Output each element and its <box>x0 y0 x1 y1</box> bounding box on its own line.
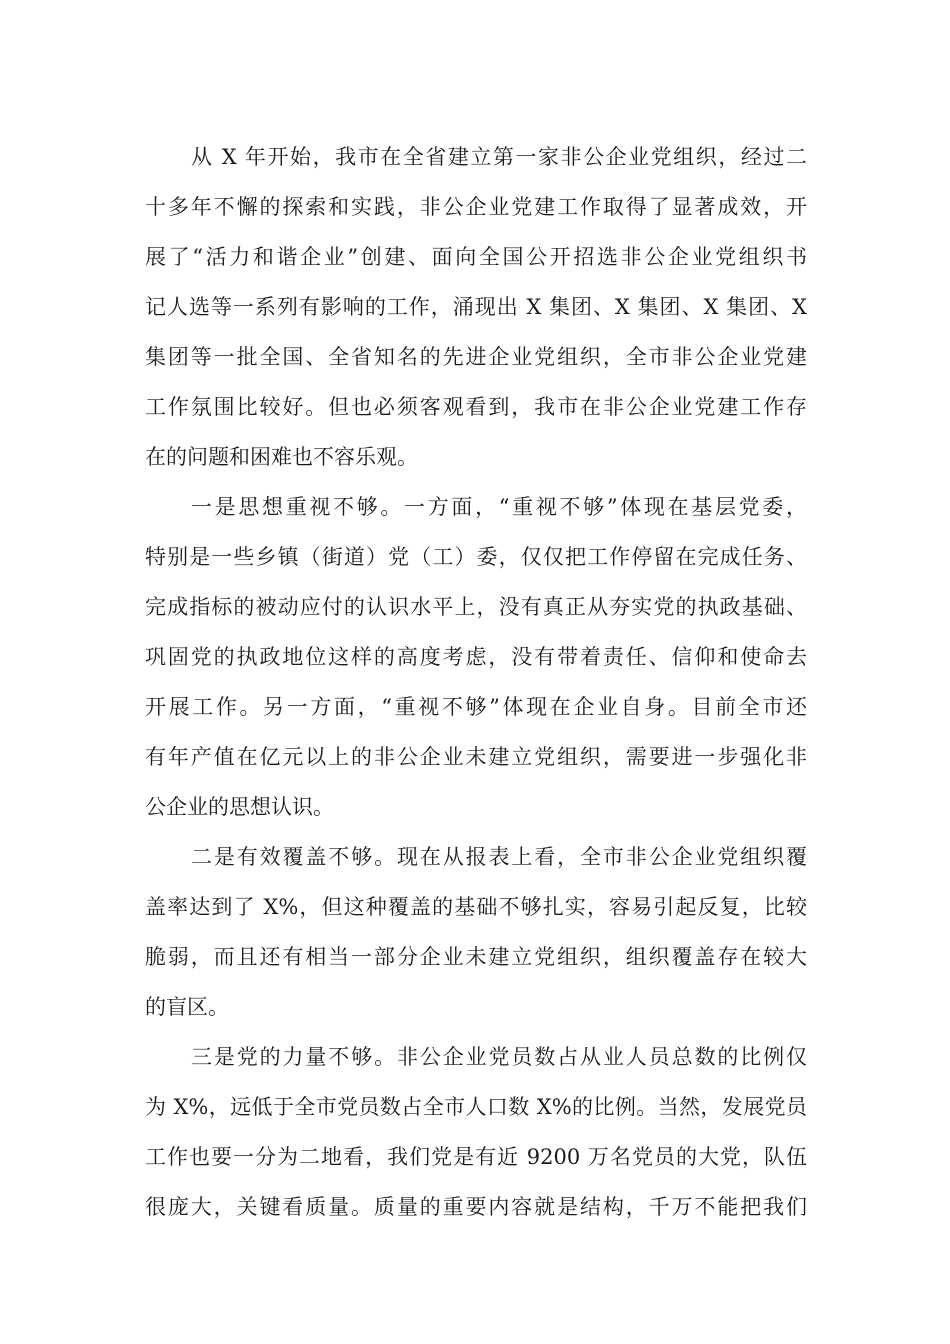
text-line: 盖率达到了 X%，但这种覆盖的基础不够扎实，容易引起反复，比较 <box>145 895 807 919</box>
text-line: 展了“活力和谐企业”创建、面向全国公开招选非公企业党组织书 <box>145 245 807 269</box>
text-line: 的盲区。 <box>145 995 229 1019</box>
text-line: 为 X%，远低于全市党员数占全市人口数 X%的比例。当然，发展党员 <box>145 1095 807 1119</box>
text-line: 特别是一些乡镇（街道）党（工）委，仅仅把工作停留在完成任务、 <box>145 545 807 569</box>
text-line: 脆弱，而且还有相当一部分企业未建立党组织，组织覆盖存在较大 <box>145 945 807 969</box>
text-line: 完成指标的被动应付的认识水平上，没有真正从夯实党的执政基础、 <box>145 595 807 619</box>
text-line: 十多年不懈的探索和实践，非公企业党建工作取得了显著成效，开 <box>145 195 807 219</box>
text-line: 有年产值在亿元以上的非公企业未建立党组织，需要进一步强化非 <box>145 745 807 769</box>
text-line: 从 X 年开始，我市在全省建立第一家非公企业党组织，经过二 <box>191 145 807 169</box>
paragraph-point-one <box>145 482 807 832</box>
text-line: 巩固党的执政地位这样的高度考虑，没有带着责任、信仰和使命去 <box>145 645 807 669</box>
text-line: 很庞大，关键看质量。质量的重要内容就是结构，千万不能把我们 <box>145 1195 807 1219</box>
text-line: 工作氛围比较好。但也必须客观看到，我市在非公企业党建工作存 <box>145 395 807 419</box>
text-line: 开展工作。另一方面，“重视不够”体现在企业自身。目前全市还 <box>145 695 807 719</box>
text-line: 一是思想重视不够。一方面，“重视不够”体现在基层党委， <box>191 495 807 519</box>
document-body <box>145 132 807 1232</box>
text-line: 二是有效覆盖不够。现在从报表上看，全市非公企业党组织覆 <box>191 845 807 869</box>
text-line: 在的问题和困难也不容乐观。 <box>145 445 418 469</box>
text-line: 工作也要一分为二地看，我们党是有近 9200 万名党员的大党，队伍 <box>145 1145 807 1169</box>
paragraph-point-two <box>145 832 807 1032</box>
paragraph-intro <box>145 132 807 482</box>
text-line: 集团等一批全国、全省知名的先进企业党组织，全市非公企业党建 <box>145 345 807 369</box>
paragraph-point-three <box>145 1032 807 1232</box>
text-line: 公企业的思想认识。 <box>145 795 334 819</box>
text-line: 三是党的力量不够。非公企业党员数占从业人员总数的比例仅 <box>191 1045 807 1069</box>
text-line: 记人选等一系列有影响的工作，涌现出 X 集团、X 集团、X 集团、X <box>145 295 807 319</box>
